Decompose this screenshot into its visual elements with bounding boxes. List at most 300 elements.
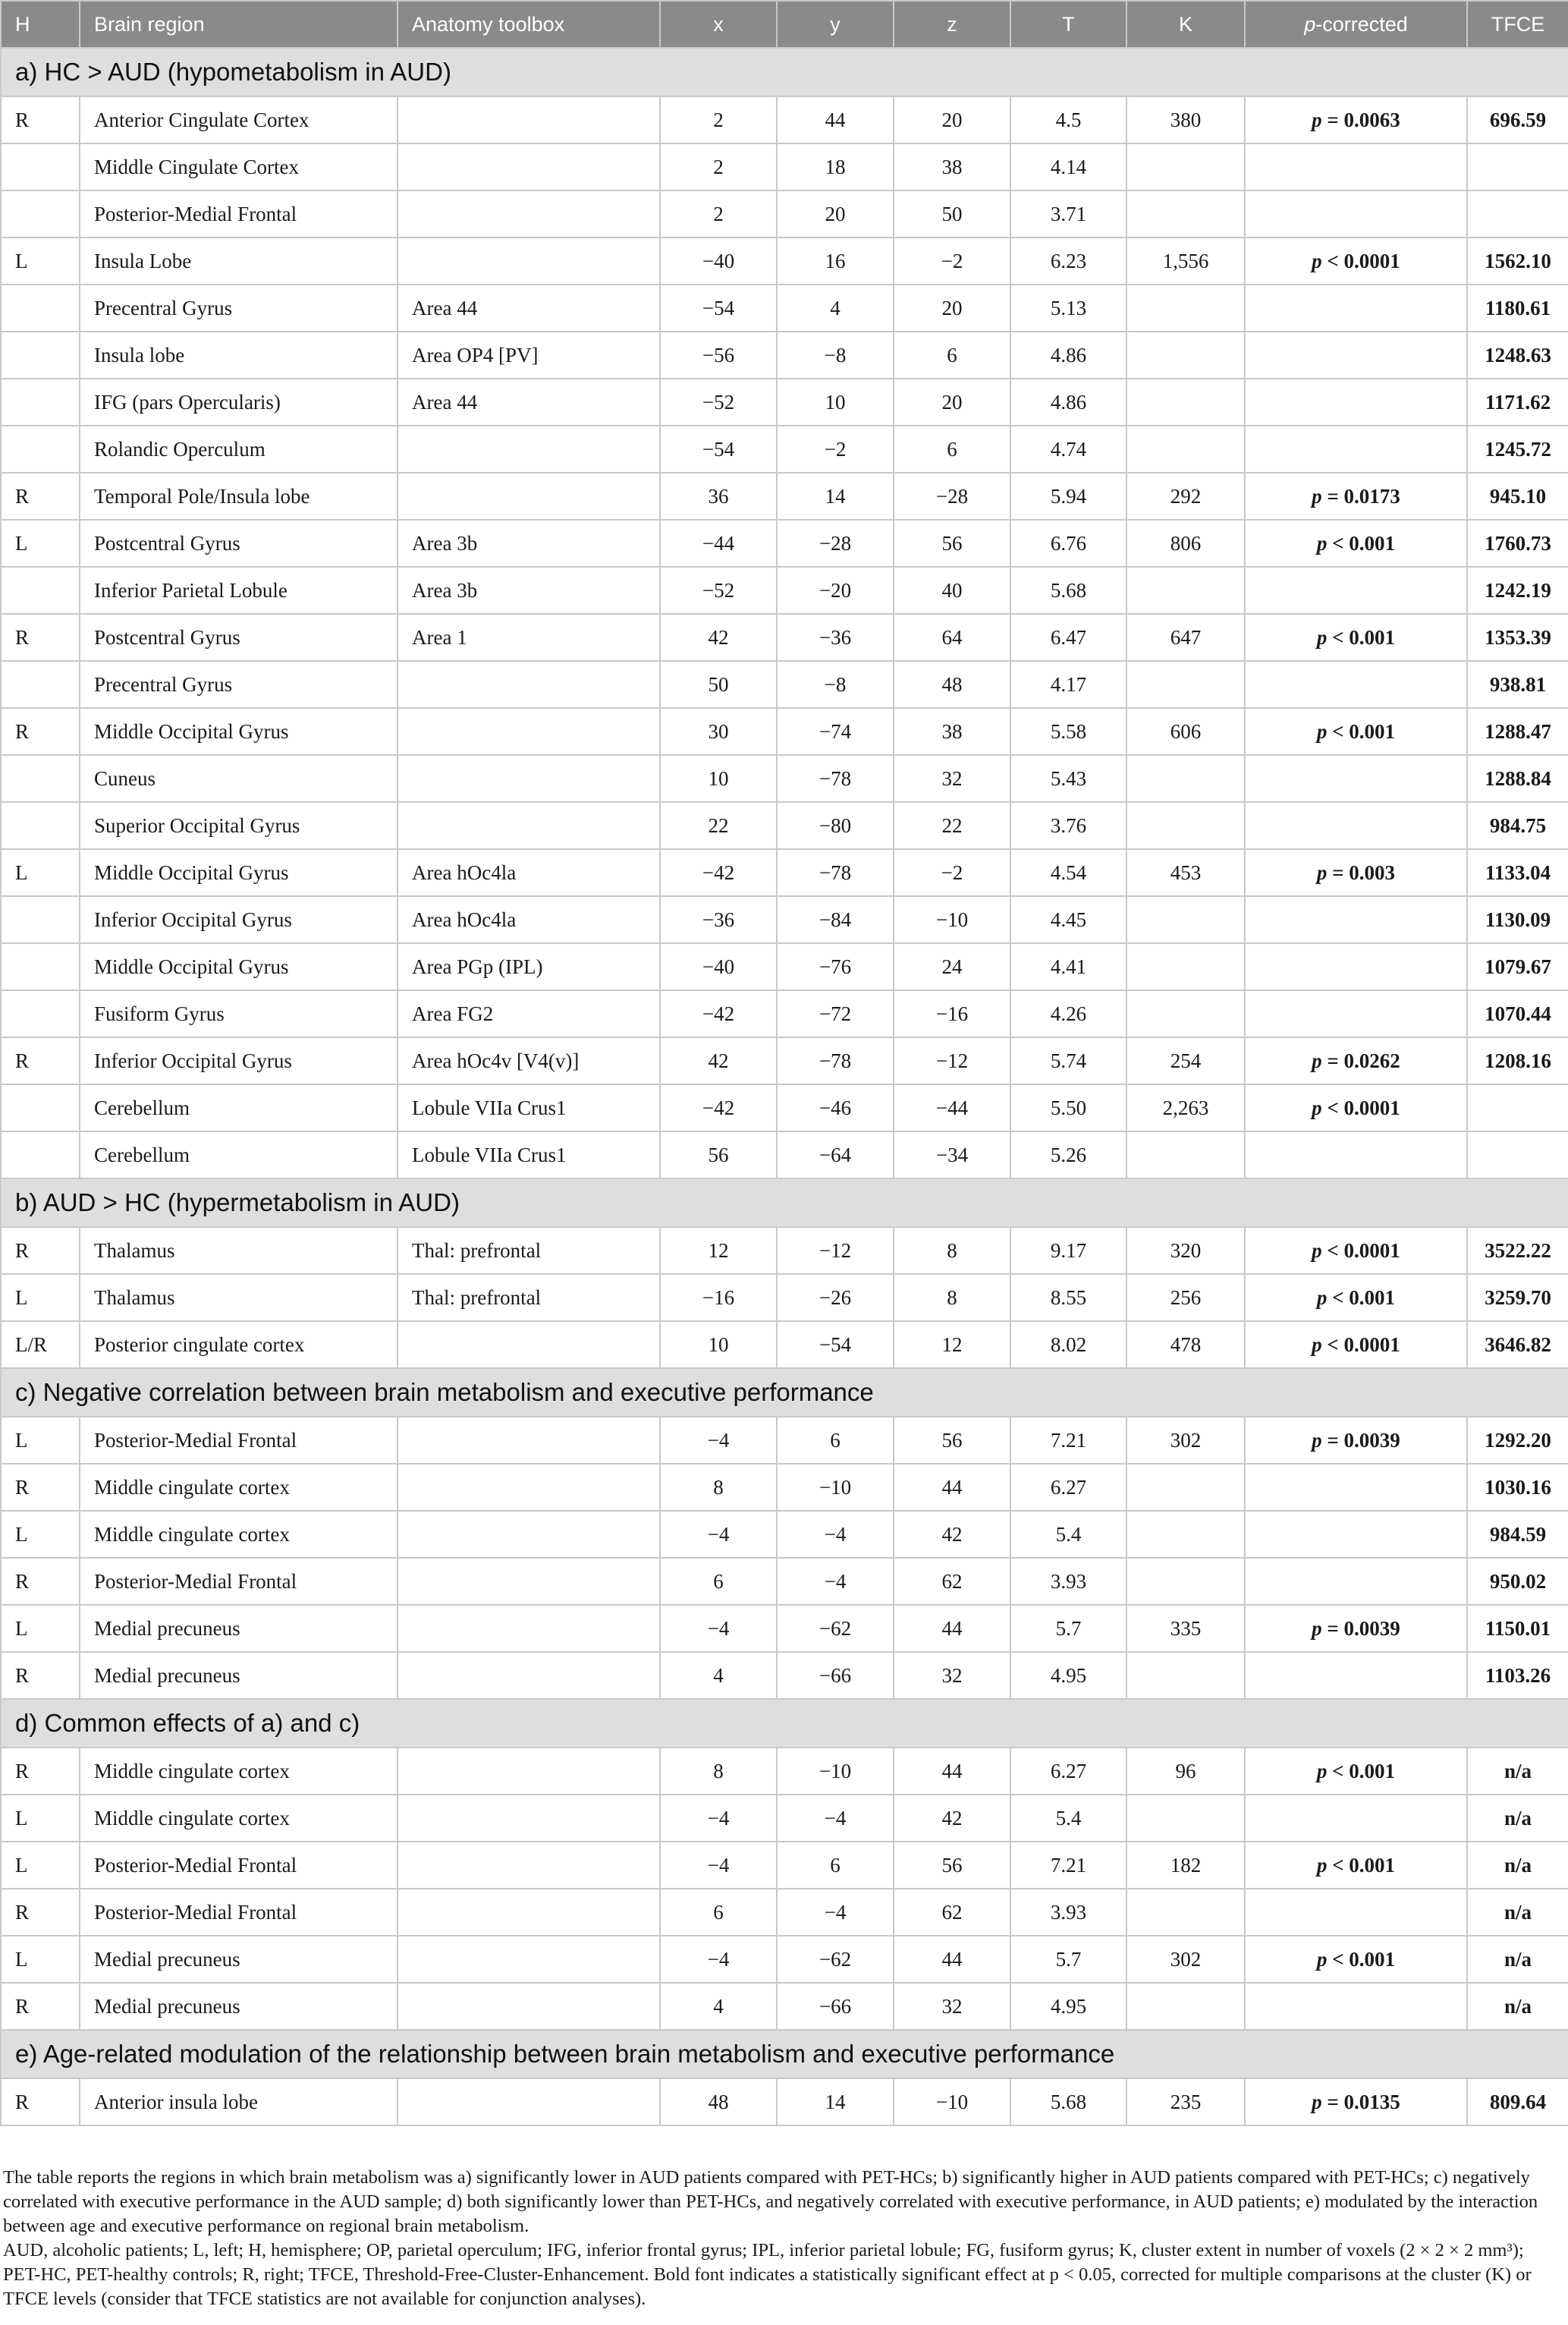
section-title: b) AUD > HC (hypermetabolism in AUD) bbox=[1, 1178, 1568, 1227]
cell-brain-region: Precentral Gyrus bbox=[80, 285, 397, 332]
cell-tfce: 984.75 bbox=[1467, 802, 1568, 849]
cell-brain-region: Cerebellum bbox=[80, 1131, 397, 1178]
table-row bbox=[1, 1748, 1568, 1795]
cell-x: 48 bbox=[660, 2078, 777, 2125]
cell-x: −40 bbox=[660, 943, 777, 990]
table-row bbox=[1, 1084, 1568, 1131]
p-symbol: p bbox=[1312, 1096, 1322, 1119]
cell-y: −78 bbox=[777, 755, 894, 802]
cell-x: −4 bbox=[660, 1511, 777, 1558]
cell-hemisphere: R bbox=[1, 1227, 80, 1274]
p-value: = 0.0063 bbox=[1327, 108, 1400, 131]
cell-anatomy bbox=[397, 96, 660, 143]
cell-brain-region: Cerebellum bbox=[80, 1084, 397, 1131]
header-p-italic: p bbox=[1304, 12, 1316, 36]
p-symbol: p bbox=[1312, 1428, 1322, 1452]
cell-y: −36 bbox=[777, 614, 894, 661]
cell-t: 4.26 bbox=[1010, 990, 1127, 1037]
table-row bbox=[1, 1558, 1568, 1605]
cell-y: −62 bbox=[777, 1605, 894, 1652]
cell-y: −10 bbox=[777, 1464, 894, 1511]
section-title: a) HC > AUD (hypometabolism in AUD) bbox=[1, 48, 1568, 96]
cell-x: −16 bbox=[660, 1274, 777, 1321]
table-row bbox=[1, 802, 1568, 849]
cell-k: 1,556 bbox=[1127, 238, 1245, 285]
table-row bbox=[1, 426, 1568, 473]
cell-hemisphere: R bbox=[1, 1652, 80, 1699]
section-title: c) Negative correlation between brain metabolism and executive performance bbox=[1, 1368, 1568, 1417]
cell-tfce: 945.10 bbox=[1467, 473, 1568, 520]
cell-anatomy bbox=[397, 2078, 660, 2125]
cell-anatomy bbox=[397, 755, 660, 802]
cell-z: −16 bbox=[894, 990, 1010, 1037]
cell-brain-region: Temporal Pole/Insula lobe bbox=[80, 473, 397, 520]
cell-tfce: 696.59 bbox=[1467, 96, 1568, 143]
cell-x: 2 bbox=[660, 190, 777, 238]
cell-hemisphere: R bbox=[1, 2078, 80, 2125]
cell-hemisphere: R bbox=[1, 1558, 80, 1605]
cell-z: 38 bbox=[894, 708, 1010, 755]
cell-tfce bbox=[1467, 143, 1568, 190]
cell-y: −4 bbox=[777, 1511, 894, 1558]
cell-t: 3.76 bbox=[1010, 802, 1127, 849]
cell-tfce: 938.81 bbox=[1467, 661, 1568, 708]
cell-t: 7.21 bbox=[1010, 1417, 1127, 1464]
cell-anatomy bbox=[397, 1936, 660, 1983]
cell-y: −12 bbox=[777, 1227, 894, 1274]
cell-p-corrected bbox=[1245, 1511, 1467, 1558]
p-value: < 0.0001 bbox=[1327, 1238, 1400, 1262]
cell-y: 6 bbox=[777, 1417, 894, 1464]
p-value: < 0.001 bbox=[1332, 1853, 1396, 1877]
cell-k: 2,263 bbox=[1127, 1084, 1245, 1131]
p-symbol: p bbox=[1312, 1332, 1322, 1356]
cell-brain-region: Postcentral Gyrus bbox=[80, 614, 397, 661]
cell-tfce: 950.02 bbox=[1467, 1558, 1568, 1605]
cell-hemisphere: L bbox=[1, 1842, 80, 1889]
cell-anatomy: Area 1 bbox=[397, 614, 660, 661]
cell-anatomy: Area PGp (IPL) bbox=[397, 943, 660, 990]
cell-y: −62 bbox=[777, 1936, 894, 1983]
cell-t: 3.71 bbox=[1010, 190, 1127, 238]
footnote-abbreviations: AUD, alcoholic patients; L, left; H, hemisphere; OP, parietal operculum; IFG, inferior frontal gyrus; IPL, inferior parietal lobule; FG, fusiform gyrus; K, cluster extent in number of voxels (2 × 2 × 2 mm³); PET-HC, PET-healthy controls; R, right; TFCE, Threshold-Free-Cluster-Enhancement. Bold font indicates a statistically significant effect at p < 0.05, corrected for multiple comparisons at the cluster (K) or TFCE levels (consider that TFCE statistics are not available for conjunction analyses). bbox=[3, 2240, 1532, 2309]
cell-brain-region: IFG (pars Opercularis) bbox=[80, 379, 397, 426]
cell-tfce: 1150.01 bbox=[1467, 1605, 1568, 1652]
cell-brain-region: Postcentral Gyrus bbox=[80, 520, 397, 567]
cell-y: −8 bbox=[777, 661, 894, 708]
cell-p-corrected bbox=[1245, 1795, 1467, 1842]
cell-y: −72 bbox=[777, 990, 894, 1037]
cell-tfce bbox=[1467, 1131, 1568, 1178]
cell-p-corrected bbox=[1245, 567, 1467, 614]
table-row bbox=[1, 1605, 1568, 1652]
cell-x: −52 bbox=[660, 379, 777, 426]
p-symbol: p bbox=[1316, 531, 1328, 555]
cell-hemisphere: L/R bbox=[1, 1321, 80, 1368]
cell-p-corrected bbox=[1245, 1652, 1467, 1699]
cell-k bbox=[1127, 426, 1245, 473]
cell-z: 22 bbox=[894, 802, 1010, 849]
cell-t: 7.21 bbox=[1010, 1842, 1127, 1889]
cell-t: 4.86 bbox=[1010, 379, 1127, 426]
cell-brain-region: Medial precuneus bbox=[80, 1936, 397, 1983]
cell-brain-region: Middle Occipital Gyrus bbox=[80, 708, 397, 755]
cell-anatomy: Area hOc4la bbox=[397, 849, 660, 896]
cell-x: 42 bbox=[660, 1037, 777, 1084]
cell-p-corrected bbox=[1245, 1889, 1467, 1936]
cell-y: −78 bbox=[777, 849, 894, 896]
cell-x: −40 bbox=[660, 238, 777, 285]
table-row bbox=[1, 332, 1568, 379]
table-row bbox=[1, 614, 1568, 661]
cell-anatomy bbox=[397, 190, 660, 238]
cell-tfce bbox=[1467, 190, 1568, 238]
cell-hemisphere: R bbox=[1, 708, 80, 755]
table-row bbox=[1, 1842, 1568, 1889]
table-row bbox=[1, 1652, 1568, 1699]
cell-brain-region: Posterior-Medial Frontal bbox=[80, 1842, 397, 1889]
cell-hemisphere: L bbox=[1, 520, 80, 567]
p-value: = 0.0135 bbox=[1327, 2090, 1400, 2113]
table-row bbox=[1, 661, 1568, 708]
cell-z: 44 bbox=[894, 1464, 1010, 1511]
cell-tfce: 1242.19 bbox=[1467, 567, 1568, 614]
cell-anatomy: Area hOc4la bbox=[397, 896, 660, 943]
cell-p-corrected bbox=[1245, 379, 1467, 426]
cell-tfce: n/a bbox=[1467, 1983, 1568, 2030]
cell-y: −4 bbox=[777, 1889, 894, 1936]
table-row bbox=[1, 1795, 1568, 1842]
cell-p-corrected bbox=[1245, 238, 1467, 285]
cell-anatomy bbox=[397, 1321, 660, 1368]
cell-t: 6.76 bbox=[1010, 520, 1127, 567]
cell-z: 32 bbox=[894, 755, 1010, 802]
cell-hemisphere bbox=[1, 990, 80, 1037]
p-symbol: p bbox=[1316, 1853, 1328, 1877]
cell-p-corrected bbox=[1245, 1936, 1467, 1983]
cell-hemisphere bbox=[1, 379, 80, 426]
cell-y: −66 bbox=[777, 1652, 894, 1699]
section-header-row bbox=[1, 1368, 1568, 1417]
table-row bbox=[1, 379, 1568, 426]
cell-x: −42 bbox=[660, 990, 777, 1037]
cell-x: 2 bbox=[660, 143, 777, 190]
cell-brain-region: Thalamus bbox=[80, 1274, 397, 1321]
cell-brain-region: Anterior Cingulate Cortex bbox=[80, 96, 397, 143]
p-symbol: p bbox=[1312, 2090, 1322, 2113]
cell-y: −66 bbox=[777, 1983, 894, 2030]
cell-t: 5.4 bbox=[1010, 1795, 1127, 1842]
cell-hemisphere: L bbox=[1, 849, 80, 896]
cell-tfce: 984.59 bbox=[1467, 1511, 1568, 1558]
cell-z: −12 bbox=[894, 1037, 1010, 1084]
cell-tfce: 1079.67 bbox=[1467, 943, 1568, 990]
cell-brain-region: Middle Occipital Gyrus bbox=[80, 943, 397, 990]
cell-y: −8 bbox=[777, 332, 894, 379]
p-value: < 0.001 bbox=[1332, 531, 1396, 555]
cell-anatomy: Thal: prefrontal bbox=[397, 1274, 660, 1321]
cell-t: 6.47 bbox=[1010, 614, 1127, 661]
cell-anatomy: Area OP4 [PV] bbox=[397, 332, 660, 379]
table-row bbox=[1, 285, 1568, 332]
cell-anatomy: Area 44 bbox=[397, 285, 660, 332]
cell-anatomy bbox=[397, 1842, 660, 1889]
cell-z: 20 bbox=[894, 96, 1010, 143]
cell-t: 4.41 bbox=[1010, 943, 1127, 990]
cell-x: 12 bbox=[660, 1227, 777, 1274]
cell-x: 6 bbox=[660, 1558, 777, 1605]
cell-y: −84 bbox=[777, 896, 894, 943]
cell-z: 42 bbox=[894, 1511, 1010, 1558]
cell-z: −2 bbox=[894, 238, 1010, 285]
cell-y: −46 bbox=[777, 1084, 894, 1131]
cell-anatomy bbox=[397, 1511, 660, 1558]
cell-anatomy: Lobule VIIa Crus1 bbox=[397, 1084, 660, 1131]
cell-brain-region: Thalamus bbox=[80, 1227, 397, 1274]
cell-y: −54 bbox=[777, 1321, 894, 1368]
cell-t: 9.17 bbox=[1010, 1227, 1127, 1274]
cell-t: 4.5 bbox=[1010, 96, 1127, 143]
cell-anatomy bbox=[397, 1417, 660, 1464]
cell-brain-region: Inferior Occipital Gyrus bbox=[80, 896, 397, 943]
cell-x: −4 bbox=[660, 1417, 777, 1464]
cell-hemisphere: L bbox=[1, 1936, 80, 1983]
cell-anatomy: Area FG2 bbox=[397, 990, 660, 1037]
cell-k bbox=[1127, 661, 1245, 708]
table-row bbox=[1, 1936, 1568, 1983]
cell-hemisphere: R bbox=[1, 1748, 80, 1795]
cell-k: 256 bbox=[1127, 1274, 1245, 1321]
cell-tfce: n/a bbox=[1467, 1795, 1568, 1842]
cell-x: 10 bbox=[660, 755, 777, 802]
cell-p-corrected bbox=[1245, 896, 1467, 943]
cell-y: −2 bbox=[777, 426, 894, 473]
cell-y: −26 bbox=[777, 1274, 894, 1321]
cell-tfce: 809.64 bbox=[1467, 2078, 1568, 2125]
cell-anatomy bbox=[397, 1652, 660, 1699]
cell-t: 4.74 bbox=[1010, 426, 1127, 473]
cell-tfce: 1130.09 bbox=[1467, 896, 1568, 943]
cell-brain-region: Posterior-Medial Frontal bbox=[80, 1889, 397, 1936]
table-row bbox=[1, 1131, 1568, 1178]
cell-x: −54 bbox=[660, 285, 777, 332]
p-symbol: p bbox=[1312, 108, 1322, 131]
cell-hemisphere: R bbox=[1, 473, 80, 520]
p-value: < 0.001 bbox=[1332, 1759, 1396, 1782]
cell-hemisphere: R bbox=[1, 1889, 80, 1936]
cell-z: 62 bbox=[894, 1558, 1010, 1605]
cell-tfce: 1030.16 bbox=[1467, 1464, 1568, 1511]
cell-hemisphere bbox=[1, 1084, 80, 1131]
cell-hemisphere: R bbox=[1, 1464, 80, 1511]
cell-y: −64 bbox=[777, 1131, 894, 1178]
cell-anatomy bbox=[397, 661, 660, 708]
cell-z: 20 bbox=[894, 285, 1010, 332]
cell-p-corrected bbox=[1245, 1321, 1467, 1368]
table-row bbox=[1, 567, 1568, 614]
cell-p-corrected bbox=[1245, 614, 1467, 661]
header-anatomy-toolbox: Anatomy toolbox bbox=[397, 1, 660, 48]
cell-hemisphere: R bbox=[1, 614, 80, 661]
p-value: < 0.001 bbox=[1332, 719, 1396, 743]
cell-t: 6.27 bbox=[1010, 1748, 1127, 1795]
cell-tfce: 1103.26 bbox=[1467, 1652, 1568, 1699]
cell-y: 10 bbox=[777, 379, 894, 426]
cell-k bbox=[1127, 1511, 1245, 1558]
cell-tfce: 1245.72 bbox=[1467, 426, 1568, 473]
cell-x: 4 bbox=[660, 1652, 777, 1699]
cell-k bbox=[1127, 143, 1245, 190]
header-x: x bbox=[660, 1, 777, 48]
cell-k bbox=[1127, 755, 1245, 802]
cell-brain-region: Inferior Occipital Gyrus bbox=[80, 1037, 397, 1084]
cell-x: −42 bbox=[660, 1084, 777, 1131]
cell-z: 50 bbox=[894, 190, 1010, 238]
p-symbol: p bbox=[1312, 1616, 1322, 1640]
table-row bbox=[1, 849, 1568, 896]
table-row bbox=[1, 943, 1568, 990]
cell-p-corrected bbox=[1245, 1748, 1467, 1795]
cell-t: 5.26 bbox=[1010, 1131, 1127, 1178]
table-row bbox=[1, 2078, 1568, 2125]
cell-x: −52 bbox=[660, 567, 777, 614]
cell-k: 320 bbox=[1127, 1227, 1245, 1274]
table-row bbox=[1, 238, 1568, 285]
cell-t: 5.74 bbox=[1010, 1037, 1127, 1084]
cell-k: 380 bbox=[1127, 96, 1245, 143]
cell-x: −4 bbox=[660, 1842, 777, 1889]
cell-k bbox=[1127, 332, 1245, 379]
cell-hemisphere: R bbox=[1, 1037, 80, 1084]
cell-hemisphere: L bbox=[1, 1274, 80, 1321]
cell-t: 5.58 bbox=[1010, 708, 1127, 755]
p-symbol: p bbox=[1316, 1285, 1328, 1309]
cell-x: −56 bbox=[660, 332, 777, 379]
cell-x: 22 bbox=[660, 802, 777, 849]
cell-hemisphere bbox=[1, 567, 80, 614]
cell-hemisphere: L bbox=[1, 1605, 80, 1652]
cell-t: 4.17 bbox=[1010, 661, 1127, 708]
cell-p-corrected bbox=[1245, 708, 1467, 755]
cell-hemisphere: R bbox=[1, 1983, 80, 2030]
cell-tfce: 1288.84 bbox=[1467, 755, 1568, 802]
cell-anatomy bbox=[397, 708, 660, 755]
cell-t: 5.13 bbox=[1010, 285, 1127, 332]
cell-k bbox=[1127, 1983, 1245, 2030]
section-header-row bbox=[1, 48, 1568, 96]
cell-t: 5.7 bbox=[1010, 1936, 1127, 1983]
cell-y: −4 bbox=[777, 1558, 894, 1605]
cell-x: 42 bbox=[660, 614, 777, 661]
cell-z: 38 bbox=[894, 143, 1010, 190]
cell-y: −80 bbox=[777, 802, 894, 849]
p-value: = 0.003 bbox=[1332, 860, 1396, 884]
cell-p-corrected bbox=[1245, 1131, 1467, 1178]
cell-anatomy: Area hOc4v [V4(v)] bbox=[397, 1037, 660, 1084]
cell-t: 5.43 bbox=[1010, 755, 1127, 802]
cell-brain-region: Cuneus bbox=[80, 755, 397, 802]
cell-anatomy bbox=[397, 1464, 660, 1511]
table-row bbox=[1, 1417, 1568, 1464]
p-symbol: p bbox=[1316, 625, 1328, 649]
cell-tfce: 3259.70 bbox=[1467, 1274, 1568, 1321]
cell-p-corrected bbox=[1245, 990, 1467, 1037]
cell-z: 6 bbox=[894, 332, 1010, 379]
cell-p-corrected bbox=[1245, 1084, 1467, 1131]
table-body bbox=[1, 48, 1568, 2125]
cell-k: 254 bbox=[1127, 1037, 1245, 1084]
cell-y: −78 bbox=[777, 1037, 894, 1084]
cell-anatomy: Thal: prefrontal bbox=[397, 1227, 660, 1274]
section-title: e) Age-related modulation of the relationship between brain metabolism and executive performance bbox=[1, 2030, 1568, 2078]
cell-k: 96 bbox=[1127, 1748, 1245, 1795]
cell-y: −20 bbox=[777, 567, 894, 614]
cell-x: −4 bbox=[660, 1936, 777, 1983]
cell-brain-region: Medial precuneus bbox=[80, 1983, 397, 2030]
cell-t: 5.94 bbox=[1010, 473, 1127, 520]
cell-y: 14 bbox=[777, 2078, 894, 2125]
cell-k bbox=[1127, 1795, 1245, 1842]
cell-p-corrected bbox=[1245, 96, 1467, 143]
cell-brain-region: Insula Lobe bbox=[80, 238, 397, 285]
cell-z: 56 bbox=[894, 1842, 1010, 1889]
cell-p-corrected bbox=[1245, 520, 1467, 567]
cell-t: 6.23 bbox=[1010, 238, 1127, 285]
table-row bbox=[1, 1983, 1568, 2030]
cell-k: 806 bbox=[1127, 520, 1245, 567]
table-row bbox=[1, 1037, 1568, 1084]
cell-anatomy bbox=[397, 1605, 660, 1652]
cell-p-corrected bbox=[1245, 1842, 1467, 1889]
cell-anatomy: Lobule VIIa Crus1 bbox=[397, 1131, 660, 1178]
cell-brain-region: Middle Occipital Gyrus bbox=[80, 849, 397, 896]
cell-z: 42 bbox=[894, 1795, 1010, 1842]
cell-k bbox=[1127, 1131, 1245, 1178]
cell-p-corrected bbox=[1245, 190, 1467, 238]
cell-y: 14 bbox=[777, 473, 894, 520]
cell-z: 12 bbox=[894, 1321, 1010, 1368]
cell-k: 302 bbox=[1127, 1417, 1245, 1464]
header-y: y bbox=[777, 1, 894, 48]
cell-t: 5.68 bbox=[1010, 567, 1127, 614]
cell-p-corrected bbox=[1245, 426, 1467, 473]
cell-anatomy: Area 3b bbox=[397, 520, 660, 567]
cell-anatomy bbox=[397, 1889, 660, 1936]
section-header-row bbox=[1, 2030, 1568, 2078]
cell-tfce: 1288.47 bbox=[1467, 708, 1568, 755]
header-k: K bbox=[1127, 1, 1245, 48]
cell-k bbox=[1127, 1889, 1245, 1936]
cell-k: 182 bbox=[1127, 1842, 1245, 1889]
cell-p-corrected bbox=[1245, 1558, 1467, 1605]
table-row bbox=[1, 1227, 1568, 1274]
table-row bbox=[1, 708, 1568, 755]
cell-tfce: 1171.62 bbox=[1467, 379, 1568, 426]
cell-x: 56 bbox=[660, 1131, 777, 1178]
p-symbol: p bbox=[1316, 860, 1328, 884]
cell-brain-region: Posterior-Medial Frontal bbox=[80, 190, 397, 238]
p-value: = 0.0262 bbox=[1327, 1049, 1400, 1072]
cell-brain-region: Insula lobe bbox=[80, 332, 397, 379]
cell-p-corrected bbox=[1245, 1037, 1467, 1084]
cell-brain-region: Middle cingulate cortex bbox=[80, 1511, 397, 1558]
p-symbol: p bbox=[1312, 249, 1322, 272]
cell-t: 4.45 bbox=[1010, 896, 1127, 943]
cell-x: 36 bbox=[660, 473, 777, 520]
cell-brain-region: Posterior-Medial Frontal bbox=[80, 1558, 397, 1605]
header-t: T bbox=[1010, 1, 1127, 48]
cell-brain-region: Superior Occipital Gyrus bbox=[80, 802, 397, 849]
